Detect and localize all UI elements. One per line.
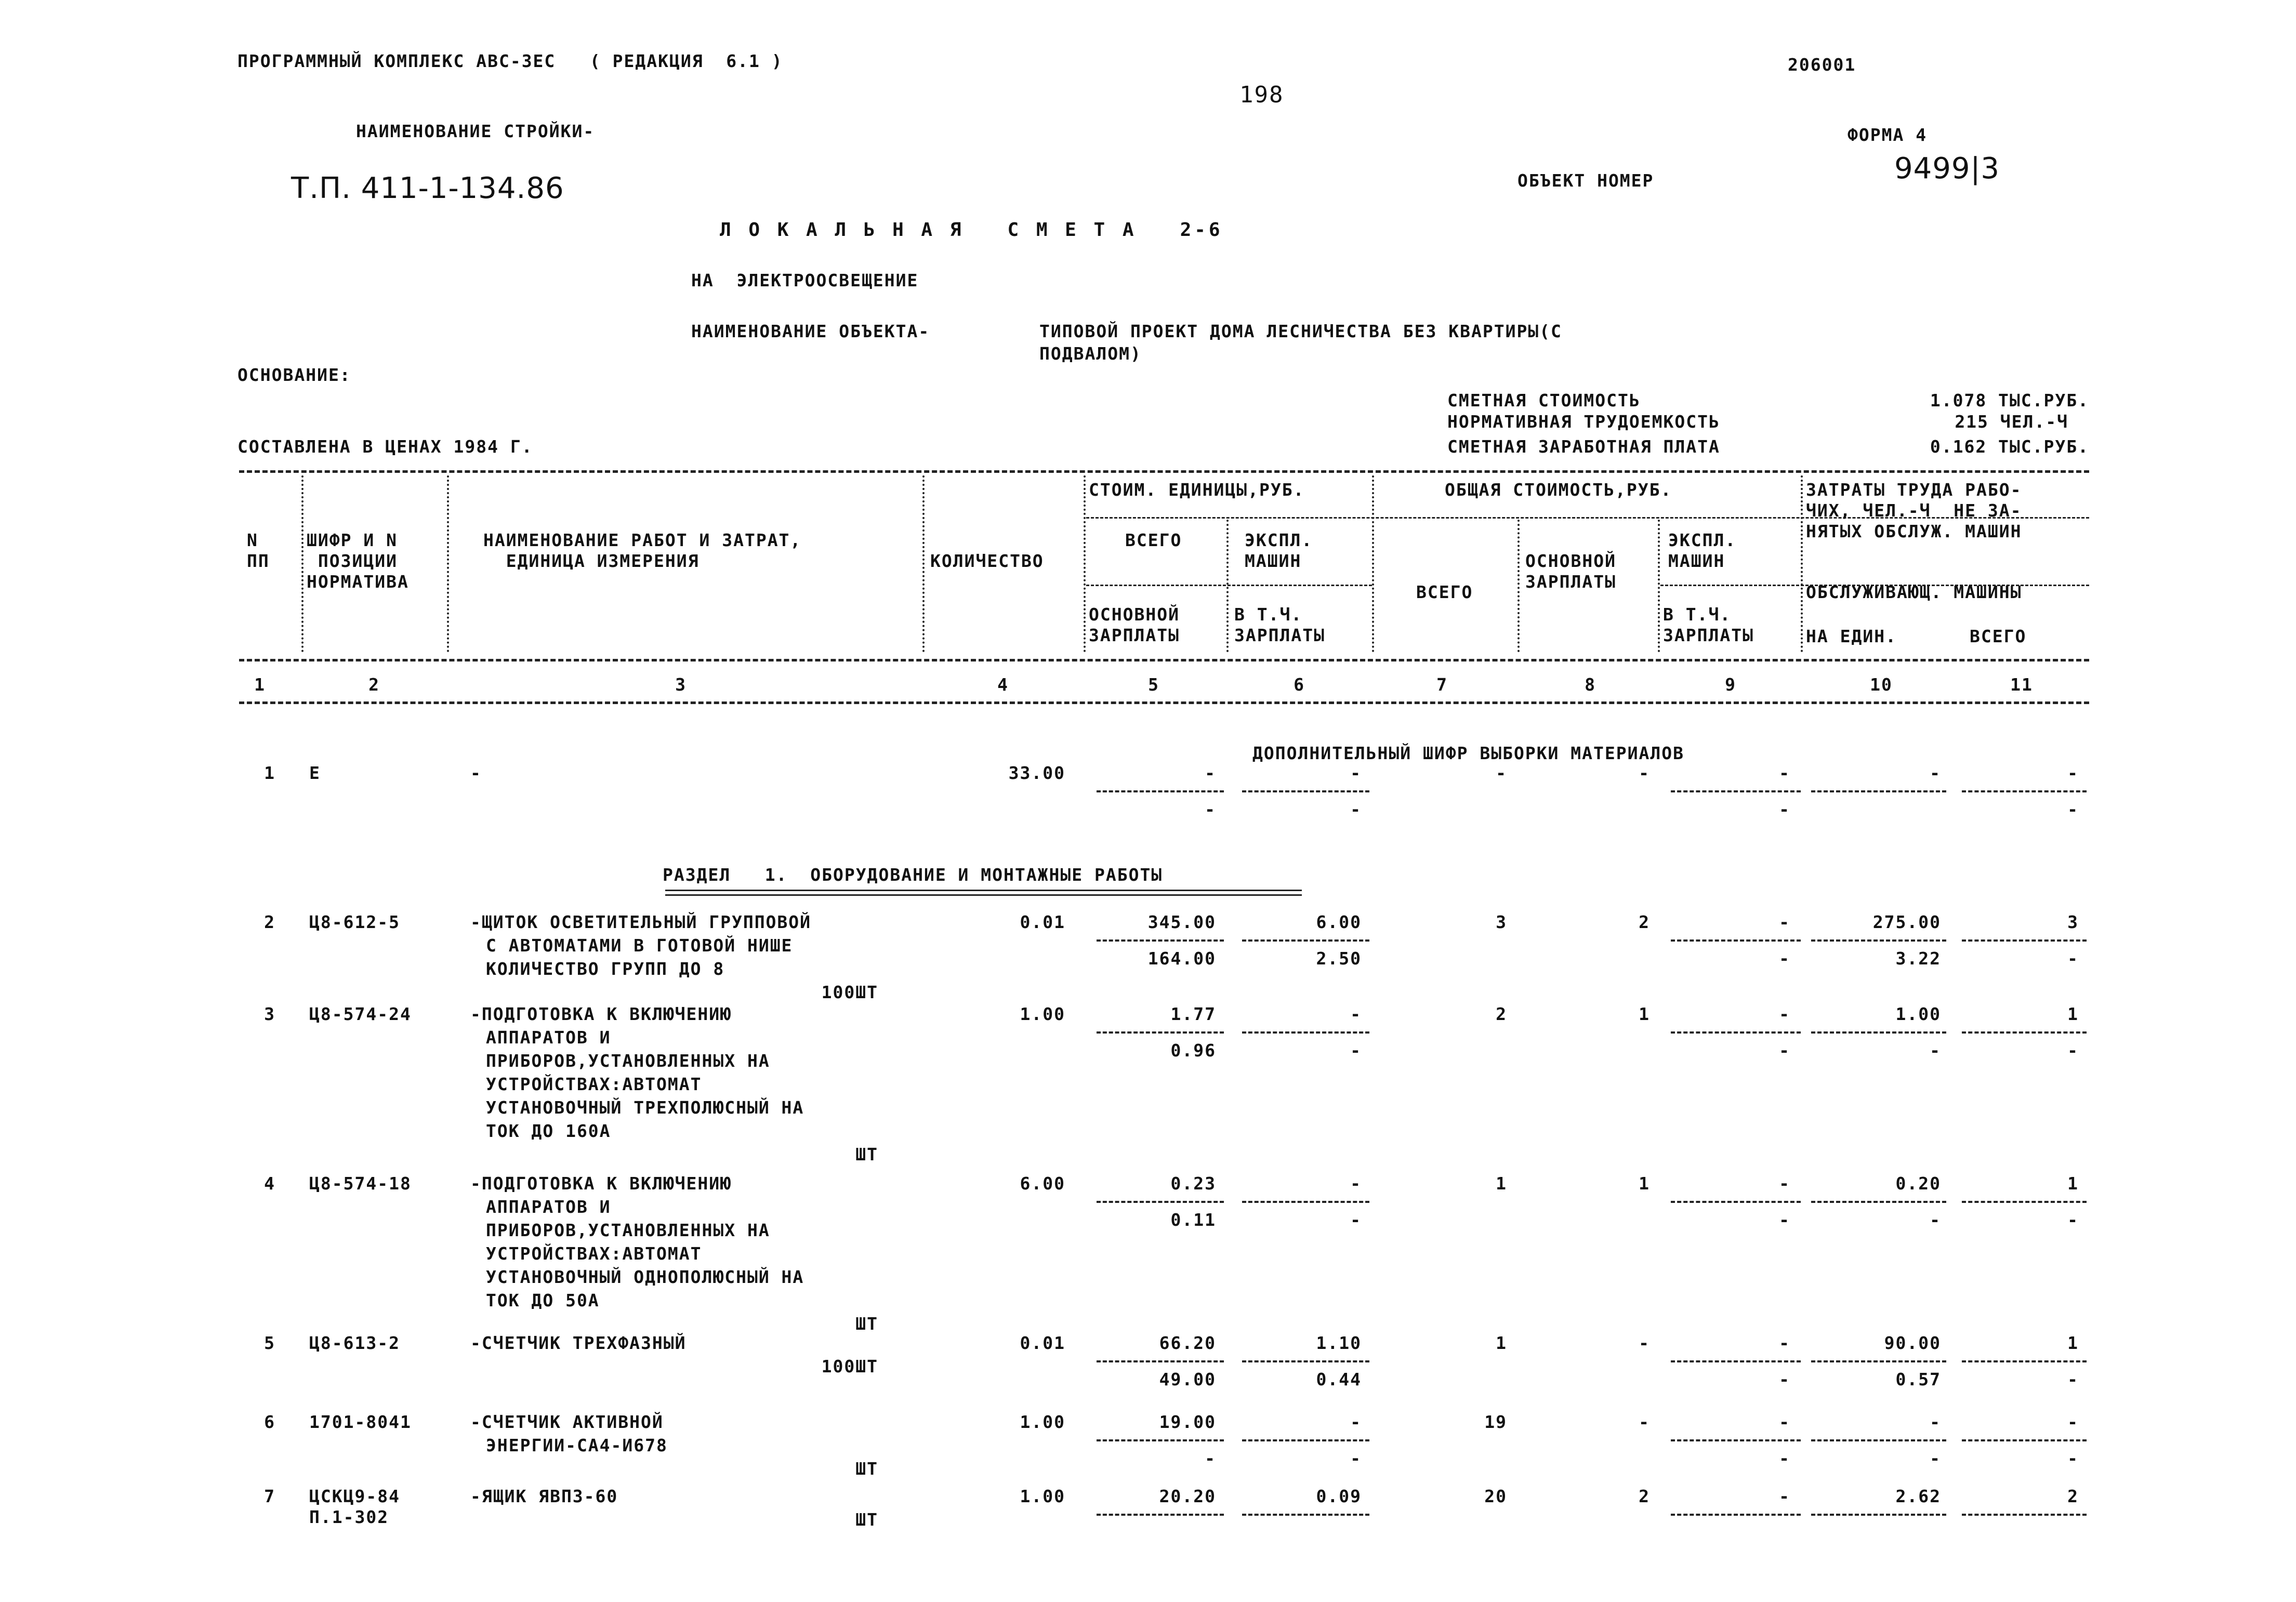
row-c6b: 0.44 xyxy=(1316,1369,1362,1389)
row-c9: - xyxy=(1779,1486,1790,1506)
row-c9b: - xyxy=(1779,1448,1790,1468)
col-number: 4 xyxy=(997,674,1009,695)
row-qty: 1.00 xyxy=(1020,1004,1065,1024)
row-c5b: 164.00 xyxy=(1147,948,1216,969)
row-c9b: - xyxy=(1779,1369,1790,1389)
row-c9: - xyxy=(1779,1412,1790,1432)
row-unit: ШТ xyxy=(855,1510,878,1530)
row-c11b: - xyxy=(2067,1448,2079,1468)
row-code: ЦСКЦ9-84 П.1-302 xyxy=(309,1486,400,1527)
row-code: 1701-8041 xyxy=(309,1412,412,1432)
cell-rule xyxy=(1671,939,1801,942)
section-title: РАЗДЕЛ 1. ОБОРУДОВАНИЕ И МОНТАЖНЫЕ РАБОТЫ xyxy=(663,865,1163,885)
row-c6b: - xyxy=(1350,1210,1362,1230)
header-unit-vtch-zp: В Т.Ч. ЗАРПЛАТЫ xyxy=(1234,604,1325,645)
header-mid-rule xyxy=(239,659,2089,661)
header-subrule xyxy=(1086,585,1372,586)
cell-rule xyxy=(1811,1031,1946,1034)
header-shifr: ШИФР И N ПОЗИЦИИ НОРМАТИВА xyxy=(307,530,409,592)
row-name-line: УСТАНОВОЧНЫЙ ОДНОПОЛЮСНЫЙ НА xyxy=(486,1267,804,1287)
cell-rule xyxy=(1242,1360,1369,1362)
row-name-line: АППАРАТОВ И xyxy=(486,1027,611,1048)
row-c5: 0.23 xyxy=(1170,1173,1216,1194)
row-qty: 0.01 xyxy=(1020,912,1065,932)
row-c5b: 0.11 xyxy=(1170,1210,1216,1230)
cell-rule xyxy=(1097,790,1224,792)
row-code: Ц8-612-5 xyxy=(309,912,400,932)
row-c11: - xyxy=(2067,763,2079,783)
header-total-expl: ЭКСПЛ. МАШИН xyxy=(1668,530,1737,571)
col-separator xyxy=(922,475,925,652)
row-c7: 3 xyxy=(1496,912,1507,932)
row-name-line: ТОК ДО 50А xyxy=(486,1290,600,1310)
section-underline xyxy=(665,890,1302,896)
row-c6: 0.09 xyxy=(1316,1486,1362,1506)
row-c10b: - xyxy=(1930,1448,1941,1468)
row-c11b: - xyxy=(2067,799,2079,819)
row-c8: - xyxy=(1639,1333,1650,1353)
col-separator xyxy=(301,475,304,652)
cell-rule xyxy=(1097,1514,1224,1516)
summary-value-labor: 215 ЧЕЛ.-Ч xyxy=(1955,412,2068,432)
cell-rule xyxy=(1671,1514,1801,1516)
header-labor: ЗАТРАТЫ ТРУДА РАБО- ЧИХ, ЧЕЛ.-Ч НЕ ЗА- НЯТЫХ ОБСЛУЖ. МАШИН xyxy=(1806,480,2022,541)
row-qty: 0.01 xyxy=(1020,1333,1065,1353)
row-c9b: - xyxy=(1779,948,1790,969)
col-separator xyxy=(1372,475,1374,652)
document-title: Л О К А Л Ь Н А Я С М Е Т А 2-6 xyxy=(720,219,1223,241)
header-labor-vsego: ВСЕГО xyxy=(1970,626,2027,646)
row-name-line: УСТРОЙСТВАХ:АВТОМАТ xyxy=(486,1243,702,1264)
col-number: 7 xyxy=(1436,674,1448,695)
row-c5b: - xyxy=(1205,1448,1216,1468)
row-c10: - xyxy=(1930,763,1941,783)
row-c8: 1 xyxy=(1639,1173,1650,1194)
row-c7: 1 xyxy=(1496,1333,1507,1353)
row-number: 7 xyxy=(264,1486,275,1506)
col-number: 9 xyxy=(1725,674,1736,695)
col-number: 3 xyxy=(675,674,687,695)
col-number: 5 xyxy=(1148,674,1159,695)
row-qty: 1.00 xyxy=(1020,1486,1065,1506)
cell-rule xyxy=(1811,939,1946,942)
row-c5: 20.20 xyxy=(1159,1486,1216,1506)
col-number: 10 xyxy=(1870,674,1893,695)
row-code: Е xyxy=(309,763,321,783)
cell-rule xyxy=(1097,1031,1224,1034)
col-separator xyxy=(1801,475,1803,652)
row-unit: 100ШТ xyxy=(821,982,878,1002)
handwritten-object-number: 9499|3 xyxy=(1894,152,2000,186)
row-c8: 2 xyxy=(1639,1486,1650,1506)
header-top-rule xyxy=(239,470,2089,473)
header-total-vtch: В Т.Ч. ЗАРПЛАТЫ xyxy=(1663,604,1754,645)
cell-rule xyxy=(1962,790,2087,792)
col-number: 8 xyxy=(1585,674,1596,695)
row-c6b: - xyxy=(1350,1448,1362,1468)
row-c10: 1.00 xyxy=(1895,1004,1941,1024)
row-c6: - xyxy=(1350,763,1362,783)
cell-rule xyxy=(1962,1360,2087,1362)
col-separator xyxy=(447,475,449,652)
row-name-line: -СЧЕТЧИК АКТИВНОЙ xyxy=(470,1412,664,1432)
row-code: Ц8-613-2 xyxy=(309,1333,400,1353)
summary-value-salary: 0.162 ТЫС.РУБ. xyxy=(1930,436,2089,457)
row-c10b: - xyxy=(1930,1040,1941,1061)
row-name-line: ТОК ДО 160А xyxy=(486,1121,611,1141)
cell-rule xyxy=(1962,1201,2087,1203)
row-c5: 66.20 xyxy=(1159,1333,1216,1353)
header-unit-cost: СТОИМ. ЕДИНИЦЫ,РУБ. xyxy=(1089,480,1305,500)
document-code: 206001 xyxy=(1788,55,1856,75)
header-quantity: КОЛИЧЕСТВО xyxy=(930,551,1044,571)
row-name-line: КОЛИЧЕСТВО ГРУПП ДО 8 xyxy=(486,959,725,979)
header-total-cost: ОБЩАЯ СТОИМОСТЬ,РУБ. xyxy=(1445,480,1672,500)
row-c8: - xyxy=(1639,1412,1650,1432)
forma-label: ФОРМА 4 xyxy=(1848,125,1928,145)
cell-rule xyxy=(1811,1439,1946,1441)
row-c8: - xyxy=(1639,763,1650,783)
row-c9: - xyxy=(1779,1004,1790,1024)
row-c10b: 0.57 xyxy=(1895,1369,1941,1389)
header-unit-vsego: ВСЕГО xyxy=(1125,530,1182,550)
handwritten-project-code: Т.П. 411-1-134.86 xyxy=(291,171,564,205)
row-c6: - xyxy=(1350,1412,1362,1432)
cell-rule xyxy=(1671,790,1801,792)
cell-rule xyxy=(1097,939,1224,942)
row-c8: 2 xyxy=(1639,912,1650,932)
row-number: 2 xyxy=(264,912,275,932)
row-code: Ц8-574-24 xyxy=(309,1004,412,1024)
cell-rule xyxy=(1097,1439,1224,1441)
cell-rule xyxy=(1242,1514,1369,1516)
row-name-line: С АВТОМАТАМИ В ГОТОВОЙ НИШЕ xyxy=(486,935,793,956)
summary-value-cost: 1.078 ТЫС.РУБ. xyxy=(1930,390,2089,411)
row-name-line: УСТРОЙСТВАХ:АВТОМАТ xyxy=(486,1074,702,1094)
extra-code-label: ДОПОЛНИТЕЛЬНЫЙ ШИФР ВЫБОРКИ МАТЕРИАЛОВ xyxy=(1252,743,1684,763)
row-c10b: 3.22 xyxy=(1895,948,1941,969)
row-c6: - xyxy=(1350,1004,1362,1024)
row-c11b: - xyxy=(2067,1040,2079,1061)
col-separator xyxy=(1518,520,1520,652)
row-c11: 3 xyxy=(2067,912,2079,932)
cell-rule xyxy=(1242,939,1369,942)
row-name-line: -ЯЩИК ЯВП3-60 xyxy=(470,1486,618,1506)
row-c11b: - xyxy=(2067,948,2079,969)
row-c10: 275.00 xyxy=(1872,912,1941,932)
cell-rule xyxy=(1242,790,1369,792)
row-c5b: 0.96 xyxy=(1170,1040,1216,1061)
cell-rule xyxy=(1962,1514,2087,1516)
row-number: 5 xyxy=(264,1333,275,1353)
row-c10: 2.62 xyxy=(1895,1486,1941,1506)
cell-rule xyxy=(1811,790,1946,792)
row-c6b: - xyxy=(1350,799,1362,819)
row-c5: - xyxy=(1205,763,1216,783)
prices-basis: СОСТАВЛЕНА В ЦЕНАХ 1984 Г. xyxy=(237,436,533,457)
row-c9b: - xyxy=(1779,799,1790,819)
cell-rule xyxy=(1671,1031,1801,1034)
row-unit: ШТ xyxy=(855,1459,878,1479)
cell-rule xyxy=(1811,1514,1946,1516)
row-name-line: ПРИБОРОВ,УСТАНОВЛЕННЫХ НА xyxy=(486,1051,770,1071)
row-c10: 90.00 xyxy=(1884,1333,1941,1353)
cell-rule xyxy=(1962,1439,2087,1441)
row-c10: 0.20 xyxy=(1895,1173,1941,1194)
col-number: 2 xyxy=(368,674,380,695)
row-number: 3 xyxy=(264,1004,275,1024)
row-c11: 1 xyxy=(2067,1333,2079,1353)
row-c9: - xyxy=(1779,763,1790,783)
row-c11b: - xyxy=(2067,1210,2079,1230)
row-name-line: -ЩИТОК ОСВЕТИТЕЛЬНЫЙ ГРУППОВОЙ xyxy=(470,912,812,932)
row-c7: 2 xyxy=(1496,1004,1507,1024)
row-number: 4 xyxy=(264,1173,275,1194)
cell-rule xyxy=(1671,1439,1801,1441)
col-separator xyxy=(1658,520,1660,652)
summary-label-labor: НОРМАТИВНАЯ ТРУДОЕМКОСТЬ xyxy=(1447,412,1720,432)
row-qty: 1.00 xyxy=(1020,1412,1065,1432)
row-name-line: - xyxy=(470,763,482,783)
row-c7: 19 xyxy=(1484,1412,1507,1432)
cell-rule xyxy=(1962,939,2087,942)
cell-rule xyxy=(1242,1201,1369,1203)
row-c11: 1 xyxy=(2067,1173,2079,1194)
row-c11: - xyxy=(2067,1412,2079,1432)
row-name-line: АППАРАТОВ И xyxy=(486,1197,611,1217)
row-c11b: - xyxy=(2067,1369,2079,1389)
cell-rule xyxy=(1671,1360,1801,1362)
cell-rule xyxy=(1097,1360,1224,1362)
row-qty: 6.00 xyxy=(1020,1173,1065,1194)
header-unit-expl: ЭКСПЛ. МАШИН xyxy=(1245,530,1313,571)
cell-rule xyxy=(1811,1201,1946,1203)
row-c9b: - xyxy=(1779,1040,1790,1061)
row-c6b: - xyxy=(1350,1040,1362,1061)
row-unit: ШТ xyxy=(855,1144,878,1164)
row-name-line: -ПОДГОТОВКА К ВКЛЮЧЕНИЮ xyxy=(470,1173,732,1194)
header-labor-machine: ОБСЛУЖИВАЮЩ. МАШИНЫ xyxy=(1806,582,2022,602)
row-c9: - xyxy=(1779,1333,1790,1353)
row-number: 1 xyxy=(264,763,275,783)
row-code: Ц8-574-18 xyxy=(309,1173,412,1194)
cell-rule xyxy=(1811,1360,1946,1362)
row-name-line: ЭНЕРГИИ-СА4-И678 xyxy=(486,1435,668,1455)
row-c5b: - xyxy=(1205,799,1216,819)
osnovanie-label: ОСНОВАНИЕ: xyxy=(237,365,351,385)
col-number: 11 xyxy=(2010,674,2033,695)
header-bottom-rule xyxy=(239,701,2089,704)
object-name-label: НАИМЕНОВАНИЕ ОБЪЕКТА- xyxy=(691,321,930,341)
row-c7: - xyxy=(1496,763,1507,783)
row-c9: - xyxy=(1779,1173,1790,1194)
cell-rule xyxy=(1671,1201,1801,1203)
program-name: ПРОГРАММНЫЙ КОМПЛЕКС АВС-3ЕС ( РЕДАКЦИЯ 6.1 ) xyxy=(237,51,783,71)
row-c6: - xyxy=(1350,1173,1362,1194)
col-number: 1 xyxy=(254,674,266,695)
summary-label-salary: СМЕТНАЯ ЗАРАБОТНАЯ ПЛАТА xyxy=(1447,436,1720,457)
header-total-osn: ОСНОВНОЙ ЗАРПЛАТЫ xyxy=(1525,551,1616,592)
row-c7: 20 xyxy=(1484,1486,1507,1506)
row-number: 6 xyxy=(264,1412,275,1432)
row-c11: 2 xyxy=(2067,1486,2079,1506)
header-labor-na-edin: НА ЕДИН. xyxy=(1806,626,1897,646)
header-unit-osn-zp: ОСНОВНОЙ ЗАРПЛАТЫ xyxy=(1089,604,1180,645)
row-c11: 1 xyxy=(2067,1004,2079,1024)
header-name: НАИМЕНОВАНИЕ РАБОТ И ЗАТРАТ, ЕДИНИЦА ИЗМЕРЕНИЯ xyxy=(483,530,802,571)
row-unit: ШТ xyxy=(855,1314,878,1334)
row-c5: 19.00 xyxy=(1159,1412,1216,1432)
row-c8: 1 xyxy=(1639,1004,1650,1024)
header-total-vsego: ВСЕГО xyxy=(1416,582,1473,602)
col-number: 6 xyxy=(1294,674,1305,695)
row-c10: - xyxy=(1930,1412,1941,1432)
header-n: N ПП xyxy=(247,530,270,571)
cell-rule xyxy=(1962,1031,2087,1034)
cell-rule xyxy=(1242,1439,1369,1441)
row-name-line: -ПОДГОТОВКА К ВКЛЮЧЕНИЮ xyxy=(470,1004,732,1024)
row-c6: 6.00 xyxy=(1316,912,1362,932)
row-c10b: - xyxy=(1930,1210,1941,1230)
row-c7: 1 xyxy=(1496,1173,1507,1194)
row-c9: - xyxy=(1779,912,1790,932)
row-unit: 100ШТ xyxy=(821,1356,878,1376)
cell-rule xyxy=(1242,1031,1369,1034)
row-qty: 33.00 xyxy=(1008,763,1065,783)
row-c5: 1.77 xyxy=(1170,1004,1216,1024)
row-c5b: 49.00 xyxy=(1159,1369,1216,1389)
object-name-line-1: ТИПОВОЙ ПРОЕКТ ДОМА ЛЕСНИЧЕСТВА БЕЗ КВАРТИРЫ(С xyxy=(1039,321,1562,341)
document-subtitle: НА ЭЛЕКТРООСВЕЩЕНИЕ xyxy=(691,270,919,290)
summary-label-cost: СМЕТНАЯ СТОИМОСТЬ xyxy=(1447,390,1641,411)
row-c9b: - xyxy=(1779,1210,1790,1230)
row-name-line: ПРИБОРОВ,УСТАНОВЛЕННЫХ НА xyxy=(486,1220,770,1240)
row-name-line: УСТАНОВОЧНЫЙ ТРЕХПОЛЮСНЫЙ НА xyxy=(486,1097,804,1118)
row-name-line: -СЧЕТЧИК ТРЕХФАЗНЫЙ xyxy=(470,1333,687,1353)
row-c6: 1.10 xyxy=(1316,1333,1362,1353)
col-separator xyxy=(1084,475,1086,652)
object-number-label: ОБЪЕКТ НОМЕР xyxy=(1518,170,1654,191)
object-name-line-2: ПОДВАЛОМ) xyxy=(1039,343,1142,364)
cell-rule xyxy=(1097,1201,1224,1203)
row-c6b: 2.50 xyxy=(1316,948,1362,969)
stroyka-label: НАИМЕНОВАНИЕ СТРОЙКИ- xyxy=(356,121,595,141)
row-c5: 345.00 xyxy=(1147,912,1216,932)
page-number: 198 xyxy=(1239,82,1284,108)
